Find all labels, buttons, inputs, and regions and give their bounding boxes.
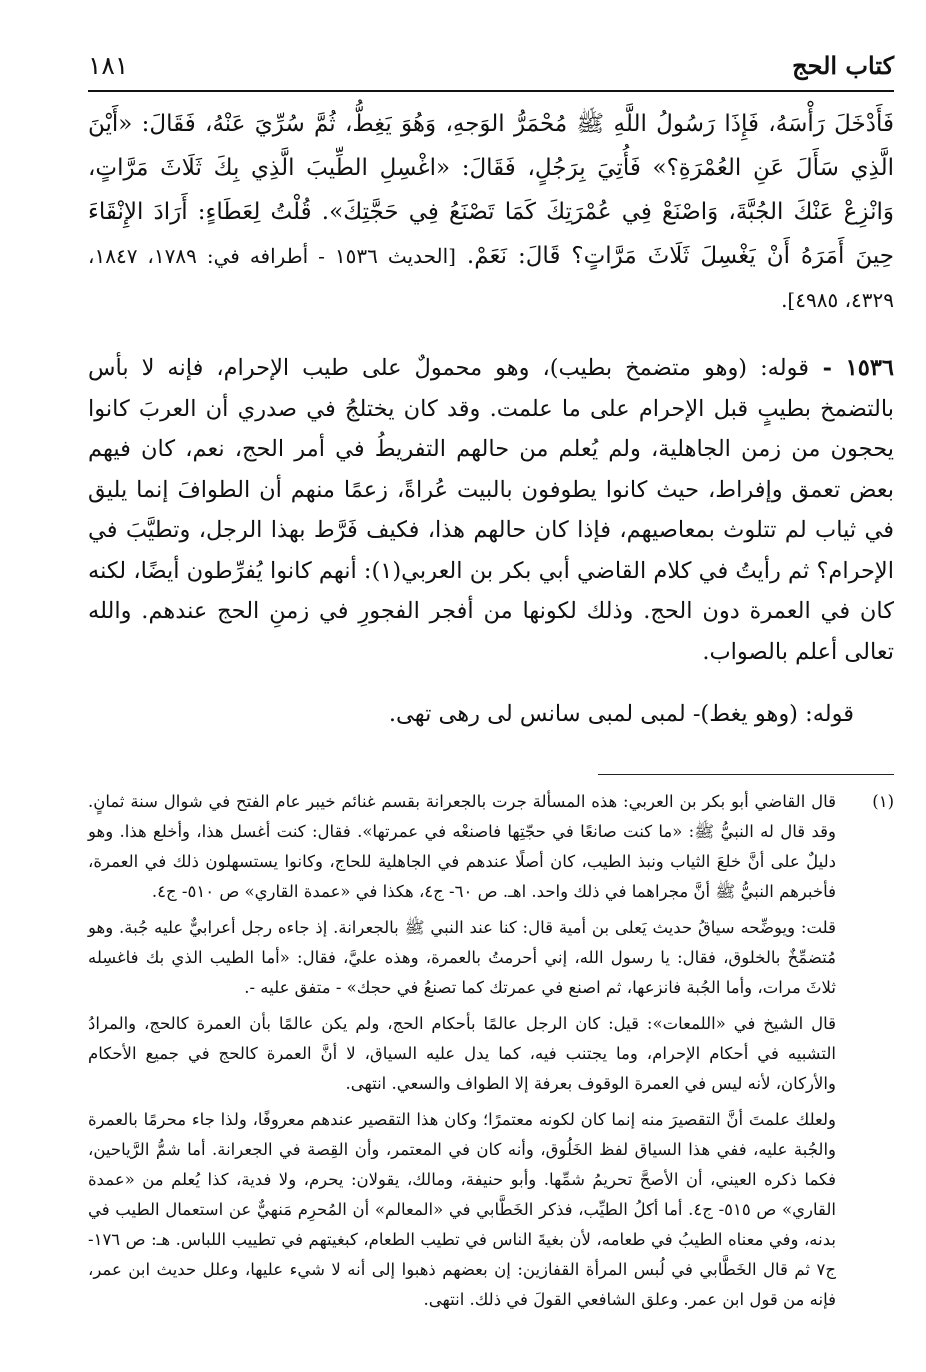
commentary-text: قوله: (وهو متضمخ بطيب)، وهو محمولٌ على طيب الإحرام، فإنه لا بأس بالتضمخ بطيبٍ قبل الإحرام على ما علمت. وقد كان يختلجُ في صدري أن العربَ كانوا يحجون من زمن الجاهلية، ولم يُعلم من حالهم التفريطُ في أمر الحج، نعم، كان فيهم بعض تعمق وإفراط، حيث كانوا يطوفون بالبيت عُراةً، زعمًا منهم أن الطوافَ إنما يليق في ثياب لم تتلوث بمعاصيهم، فإذا كان حالهم هذا، فكيف فَرَّط بهذا الرجل، وتطيَّبَ في الإحرام؟ ثم رأيتُ في كلام القاضي أبي بكر بن العربي(١): أنهم كانوا يُفرِّطون أيضًا، لكنه كان في العمرة دون الحج. وذلك لكونها من أفجر الفجورِ في زمنِ الحج عندهم. والله تعالى أعلم بالصواب. <box>88 355 894 665</box>
book-title: كتاب الحج <box>792 51 894 80</box>
running-head <box>88 48 894 84</box>
header-rule <box>88 90 894 92</box>
page-number: ١٨١ <box>88 51 129 80</box>
hadith-text-block <box>88 102 894 322</box>
footnote-paragraph: قلت: ويوضِّحه سياقُ حديث يَعلى بن أمية قال: كنا عند النبي ﷺ بالجعرانة. إذ جاءه رجل أعرابيٌّ عليه جُبة. وهو مُتضمِّخٌ بالخلوق، فقال: يا رسول الله، إني أحرمتُ بالعمرة، وهذه عليَّ، فقال: «أما الطيب الذي بك فاغسِله ثلاثَ مرات، وأما الجُبة فانزعها، ثم اصنع في عمرتك كما تصنعُ في حجك» - متفق عليه -. <box>88 918 836 997</box>
book-page <box>88 48 894 1315</box>
commentary-number: ١٥٣٦ - <box>808 355 894 381</box>
hadith-reference: [الحديث ١٥٣٦ - أطرافه في: ١٧٨٩، ١٨٤٧، ٤٣٢٩، ٤٩٨٥]. <box>88 244 894 312</box>
footnote-paragraph: قال القاضي أبو بكر بن العربي: هذه المسألة جرت بالجعرانة بقسم غنائم خيبر عام الفتح في شوال سنة ثمانٍ. وقد قال له النبيُّ ﷺ: «ما كنت صانعًا في حجّتِها فاصنعْه في عمرتها». فقال: كنت أغسل هذا، وأخلع هذا. وهو دليلٌ على أنَّ خلعَ الثياب ونبذ الطيب، كان أصلًا عندهم في الجاهلية للحاج، وكانوا يستسهلون ذلك في العمرة، فأخبرهم النبيُّ ﷺ أنَّ مجراهما في ذلك واحد. اهـ. ص ٦٠- ج٤، هكذا في «عمدة القاري» ص ٥١٠- ج٤. <box>88 792 836 901</box>
footnote-rule <box>598 774 894 775</box>
short-note: قوله: (وهو يغط)- لمبى لمبى سانس لى رهى تهى. <box>388 701 854 727</box>
footnote-marker: (١) <box>872 792 894 811</box>
hadith-text: فَأَدْخَلَ رَأْسَهُ، فَإِذَا رَسُولُ اللَّهِ ﷺ مُحْمَرُّ الوَجهِ، وَهُوَ يَغِطُّ، ثُمَّ سُرِّيَ عَنْهُ، فَقَالَ: «أَيْنَ الَّذِي سَأَلَ عَنِ العُمْرَةِ؟» فَأُتِيَ بِرَجُلٍ، فَقَالَ: «اغْسِلِ الطِّيبَ الَّذِي بِكَ ثَلَاثَ مَرَّاتٍ، وَانْزِعْ عَنْكَ الجُبَّةَ، وَاصْنَعْ فِي عُمْرَتِكَ كَمَا تَصْنَعُ فِي حَجَّتِكَ». قُلْتُ لِعَطَاءٍ: أَرَادَ الإِنْقَاءَ حِينَ أَمَرَهُ أَنْ يَغْسِلَ ثَلَاثَ مَرَّاتٍ؟ قَالَ: نَعَمْ. <box>88 111 894 269</box>
footnotes <box>88 787 894 1315</box>
footnote-paragraph: قال الشيخ في «اللمعات»: قيل: كان الرجل عالمًا بأحكام الحج، ولم يكن عالمًا بأن العمرة كالحج، والمرادُ التشبيه في أحكام الإحرام، وما يجتنب فيه، كما يدل عليه السياق، لا أنَّ العمرة كالحج في جميع الأحكام والأركان، لأنه ليس في العمرة الوقوف بعرفة إلا الطواف والسعي. انتهى. <box>88 1014 836 1093</box>
commentary-paragraph <box>88 348 894 672</box>
footnote-paragraph: ولعلك علمتَ أنَّ التقصيرَ منه إنما كان لكونه معتمرًا؛ وكان هذا التقصير عندهم معروفًا، ولذا جاء محرمًا بالعمرة والجُبة عليه، ففي هذا السياق لفظ الخَلُوق، وأنه كان في المعتمر، وأن القِصة في الجعرانة. أما شمُّ الرَّياحين، فكما ذكره العيني، أن الأصحَّ تحريمُ شمِّها. وأبو حنيفة، ومالك، يقولان: يحرم، ولا فدية، كذا يُعلم من «عمدة القاري» ص ٥١٥- ج٤. أما أكلُ الطيِّب، فذكر الخَطَّابي في «المعالم» أن المُحرِم مَنهيٌّ عن استعمال الطيب في بدنه، وفي معناه الطيبُ في طعامه، لأن بغيةَ الناس في تطيب الطعام، كبغيتهم في تطييب اللباس. هـ: ص ١٧٦- ج٧ ثم قال الخَطَّابي في لُبس المرأة القفازين: إن بعضهم ذهبوا إلى أنه لا شيء عليها، وعلل حديث ابن عمر، فإنه من قول ابن عمر. وعلق الشافعي القولَ في ذلك. انتهى. <box>88 1110 836 1309</box>
